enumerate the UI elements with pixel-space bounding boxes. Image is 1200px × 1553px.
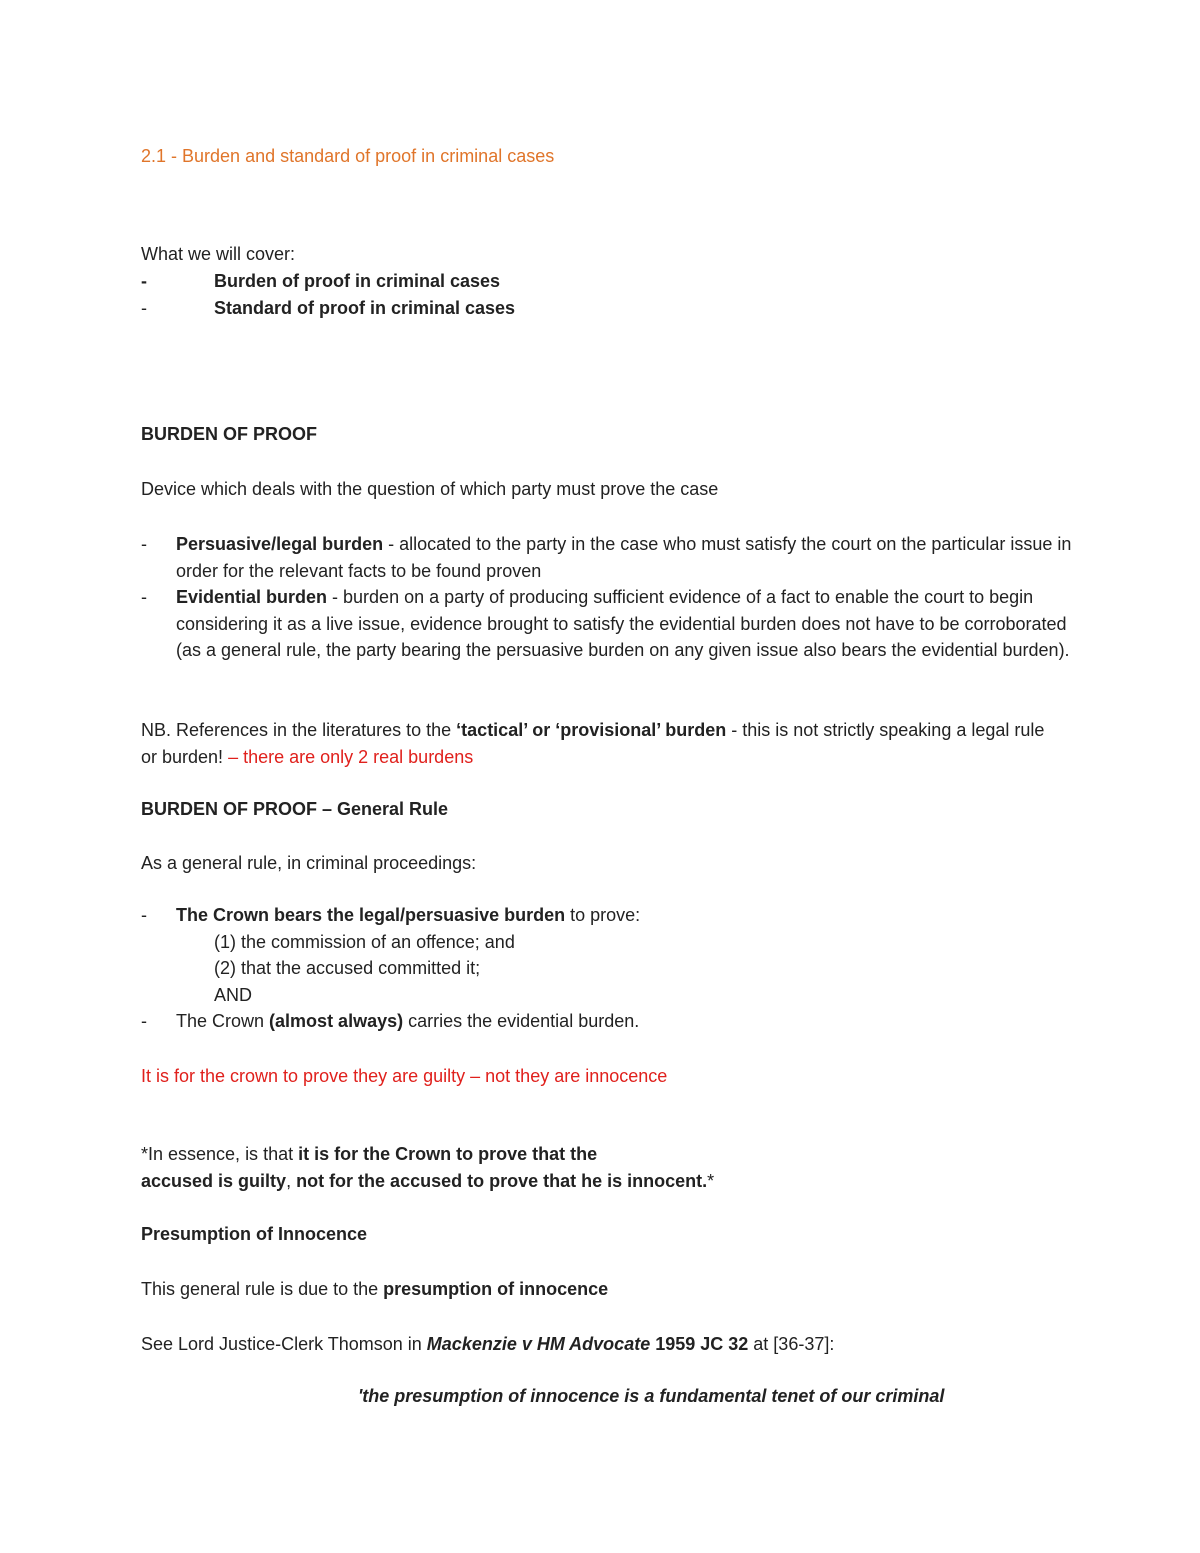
presumption-bold: presumption of innocence bbox=[383, 1279, 609, 1299]
red-note: It is for the crown to prove they are guilty – not they are innocence bbox=[141, 1066, 668, 1086]
term: Evidential burden bbox=[176, 587, 328, 607]
sub-item: (2) that the accused committed it; bbox=[214, 958, 481, 978]
essence-bold: it is for the Crown to prove that the bbox=[298, 1144, 598, 1164]
cover-bullet: - bbox=[141, 298, 147, 318]
cover-item: Standard of proof in criminal cases bbox=[214, 298, 516, 318]
case-intro: See Lord Justice-Clerk Thomson in bbox=[141, 1334, 427, 1354]
crown-burden-item bbox=[176, 902, 640, 928]
essence-text: * bbox=[707, 1171, 715, 1191]
nb-red-note: – there are only 2 real burdens bbox=[223, 747, 474, 767]
page-title: 2.1 - Burden and standard of proof in criminal cases bbox=[141, 146, 555, 166]
list-item-persuasive-burden bbox=[176, 531, 1076, 584]
essence-bold: not for the accused to prove that he is innocent. bbox=[296, 1171, 708, 1191]
term-description: - burden on a party of producing sufficient evidence of a fact to enable the court to begin considering it as a live issue, evidence brought to satisfy the evidential burden does not have to be corroborated (as a general rule, the party bearing the persuasive burden on any given issue also bears the evidential burden). bbox=[176, 587, 1070, 660]
section-heading-presumption: Presumption of Innocence bbox=[141, 1224, 368, 1244]
essence-bold: accused is guilty bbox=[141, 1171, 287, 1191]
sub-item: (1) the commission of an offence; and bbox=[214, 932, 515, 952]
crown-burden-bold: The Crown bears the legal/persuasive burden bbox=[176, 905, 566, 925]
nb-emphasis: ‘tactical’ or ‘provisional’ burden bbox=[456, 720, 727, 740]
term: Persuasive/legal burden bbox=[176, 534, 384, 554]
general-rule-intro: As a general rule, in criminal proceedings: bbox=[141, 853, 477, 873]
case-pinpoint: at [36-37]: bbox=[748, 1334, 835, 1354]
presumption-text: This general rule is due to the bbox=[141, 1279, 384, 1299]
case-name: Mackenzie v HM Advocate bbox=[426, 1334, 651, 1354]
evidential-text: The Crown bbox=[176, 1011, 270, 1031]
cover-label: What we will cover: bbox=[141, 244, 296, 264]
list-bullet: - bbox=[141, 1011, 147, 1031]
case-quote: 'the presumption of innocence is a fundamental tenet of our criminal bbox=[358, 1386, 945, 1406]
evidential-burden-item bbox=[176, 1008, 639, 1034]
crown-burden-rest: to prove: bbox=[565, 905, 641, 925]
term-description: - allocated to the party in the case who must satisfy the court on the particular issue in order for the relevant facts to be found proven bbox=[176, 534, 1072, 581]
nb-paragraph bbox=[141, 717, 1061, 771]
case-reference bbox=[141, 1331, 834, 1357]
presumption-line bbox=[141, 1276, 608, 1302]
section-heading-general-rule: BURDEN OF PROOF – General Rule bbox=[141, 799, 449, 819]
list-bullet: - bbox=[141, 587, 147, 607]
essence-paragraph bbox=[141, 1141, 901, 1195]
cover-item: Burden of proof in criminal cases bbox=[214, 271, 501, 291]
burden-definition: Device which deals with the question of which party must prove the case bbox=[141, 479, 719, 499]
evidential-text: carries the evidential burden. bbox=[403, 1011, 640, 1031]
essence-text: *In essence, is that bbox=[141, 1144, 299, 1164]
cover-bullet: - bbox=[141, 271, 147, 291]
list-bullet: - bbox=[141, 905, 147, 925]
evidential-bold: (almost always) bbox=[269, 1011, 404, 1031]
nb-text: - this is not strictly speaking a legal rule or burden! bbox=[141, 720, 1045, 767]
essence-text: , bbox=[286, 1171, 297, 1191]
sub-item-and: AND bbox=[214, 985, 253, 1005]
list-item-evidential-burden bbox=[176, 584, 1076, 664]
section-heading-burden: BURDEN OF PROOF bbox=[141, 424, 318, 444]
nb-text: NB. References in the literatures to the bbox=[141, 720, 457, 740]
list-bullet: - bbox=[141, 534, 147, 554]
case-citation: 1959 JC 32 bbox=[650, 1334, 749, 1354]
